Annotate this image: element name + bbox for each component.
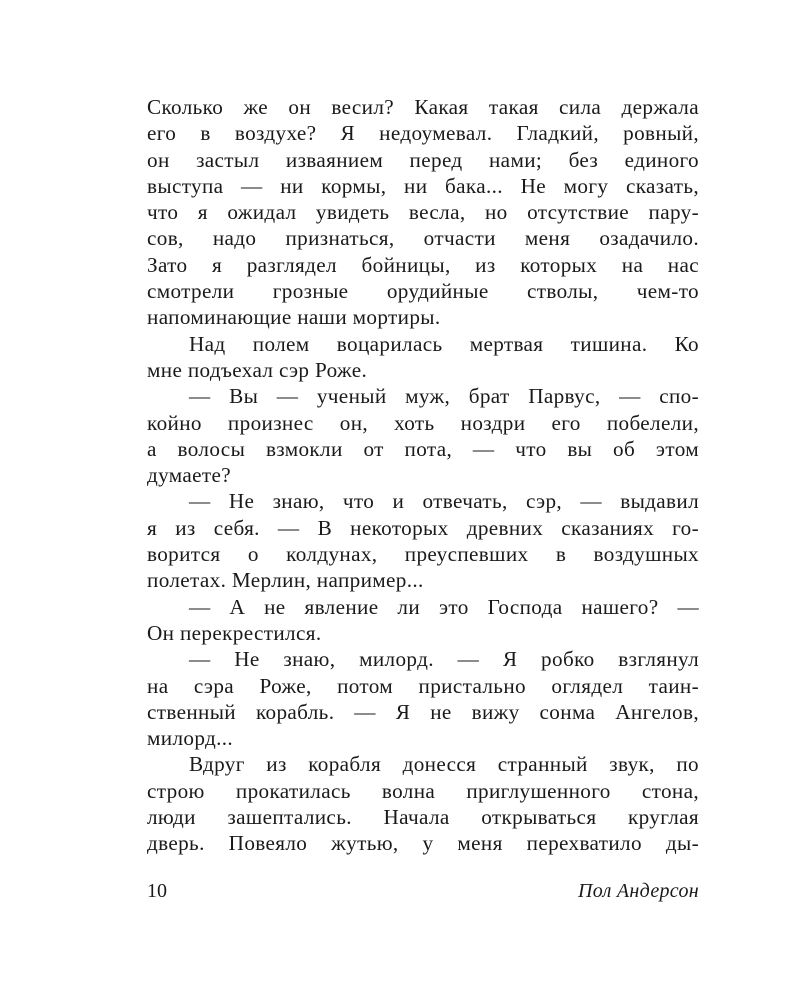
text-line: смотрели грозные орудийные стволы, чем-то: [147, 279, 699, 304]
text-line: он застыл изваянием перед нами; без единого: [147, 147, 699, 172]
text-line: напоминающие наши мортиры.: [147, 305, 441, 330]
text-line: строю прокатилась волна приглушенного стона,: [147, 778, 699, 803]
text-line: думаете?: [147, 463, 232, 488]
text-line: — Не знаю, милорд. — Я робко взглянул: [189, 647, 699, 672]
text-line: его в воздухе? Я недоумевал. Гладкий, ровный,: [147, 121, 699, 146]
text-line: Вдруг из корабля донесся странный звук, по: [189, 752, 699, 777]
text-line: Сколько же он весил? Какая такая сила держала: [147, 95, 699, 119]
body-text: [147, 94, 699, 857]
text-line: что я ожидал увидеть весла, но отсутствие пару-: [147, 200, 699, 225]
text-line: милорд...: [147, 726, 234, 751]
text-line: — Вы — ученый муж, брат Парвус, — спо-: [189, 384, 699, 409]
text-line: мне подъехал сэр Роже.: [147, 357, 368, 382]
text-line: — А не явление ли это Господа нашего? —: [189, 594, 699, 619]
text-line: полетах. Мерлин, например...: [147, 568, 424, 593]
text-line: Над полем воцарилась мертвая тишина. Ко: [189, 331, 699, 356]
text-line: люди зашептались. Начала открываться круглая: [147, 805, 699, 830]
page-number: 10: [147, 880, 167, 902]
text-line: — Не знаю, что и отвечать, сэр, — выдавил: [189, 489, 699, 514]
text-line: выступа — ни кормы, ни бака... Не могу сказать,: [147, 173, 699, 198]
text-line: сов, надо признаться, отчасти меня озадачило.: [147, 226, 699, 251]
running-author: Пол Андерсон: [578, 880, 699, 902]
text-line: я из себя. — В некоторых древних сказаниях го-: [147, 515, 699, 540]
text-line: Зато я разглядел бойницы, из которых на нас: [147, 252, 699, 277]
text-line: дверь. Повеяло жутью, у меня перехватило ды-: [147, 831, 699, 856]
text-line: ственный корабль. — Я не вижу сонма Ангелов,: [147, 699, 699, 724]
text-line: койно произнес он, хоть ноздри его побелели,: [147, 410, 699, 435]
text-line: на сэра Роже, потом пристально оглядел таин-: [147, 673, 699, 698]
text-line: ворится о колдунах, преуспевших в воздушных: [147, 542, 699, 567]
text-line: Он перекрестился.: [147, 620, 322, 645]
text-line: а волосы взмокли от пота, — что вы об этом: [147, 436, 699, 461]
